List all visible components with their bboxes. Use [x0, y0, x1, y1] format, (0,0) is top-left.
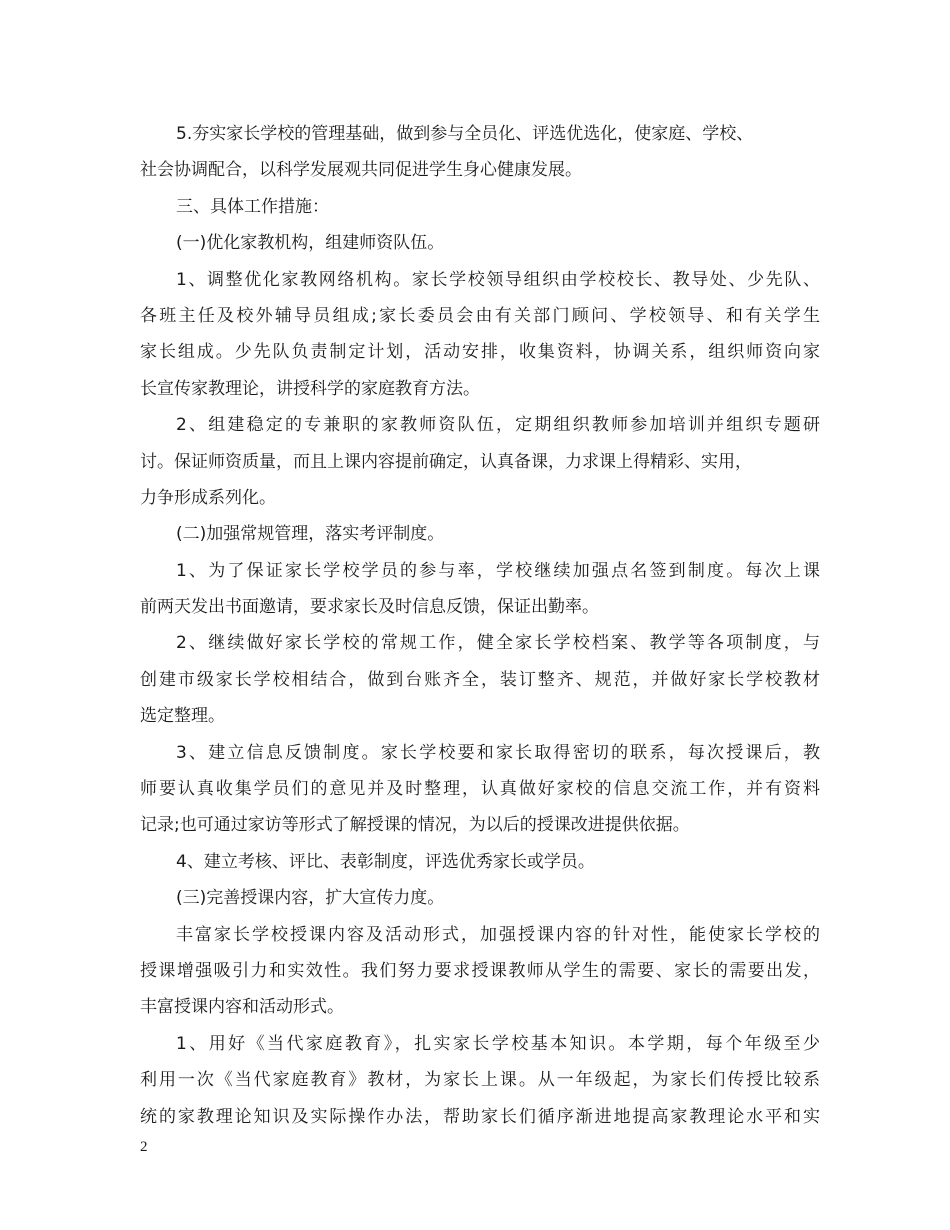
text-line: 选定整理。	[140, 706, 225, 727]
text-line: 5.夯实家长学校的管理基础，做到参与全员化、评选优选化，使家庭、学校、	[176, 124, 754, 144]
text-line: 社会协调配合，以科学发展观共同促进学生身心健康发展。	[140, 160, 582, 181]
text-line: 利用一次《当代家庭教育》教材，为家长上课。从一年级起，为家长们传授比较系	[140, 1070, 820, 1091]
text-line: 2、组建稳定的专兼职的家教师资队伍，定期组织教师参加培训并组织专题研	[176, 415, 820, 436]
text-line: 3、建立信息反馈制度。家长学校要和家长取得密切的联系，每次授课后，教	[176, 742, 820, 763]
text-line: 授课增强吸引力和实效性。我们努力要求授课教师从学生的需要、家长的需要出发，	[140, 960, 820, 981]
text-line: 创建市级家长学校相结合，做到台账齐全，装订整齐、规范，并做好家长学校教材	[140, 669, 820, 690]
text-line: (三)完善授课内容，扩大宣传力度。	[176, 888, 445, 909]
text-line: 讨。保证师资质量，而且上课内容提前确定，认真备课，力求课上得精彩、实用，	[140, 451, 752, 472]
text-line: (一)优化家教机构，组建师资队伍。	[176, 233, 445, 254]
text-line: 力争形成系列化。	[140, 487, 276, 508]
text-line: 记录;也可通过家访等形式了解授课的情况，为以后的授课改进提供依据。	[140, 815, 690, 836]
text-line: 1、用好《当代家庭教育》，扎实家长学校基本知识。本学期，每个年级至少	[176, 1033, 820, 1054]
page-number: 2	[140, 1139, 148, 1155]
text-line: (二)加强常规管理，落实考评制度。	[176, 524, 445, 545]
text-line: 4、建立考核、评比、表彰制度，评选优秀家长或学员。	[176, 851, 595, 872]
text-line: 1、为了保证家长学校学员的参与率，学校继续加强点名签到制度。每次上课	[176, 560, 820, 581]
text-line: 家长组成。少先队负责制定计划，活动安排，收集资料，协调关系，组织师资向家	[140, 342, 820, 363]
text-line: 统的家教理论知识及实际操作办法，帮助家长们循序渐进地提高家教理论水平和实	[140, 1106, 820, 1127]
text-line: 丰富家长学校授课内容及活动形式，加强授课内容的针对性，能使家长学校的	[176, 924, 820, 945]
text-line: 2、继续做好家长学校的常规工作，健全家长学校档案、教学等各项制度，与	[176, 633, 820, 654]
text-line: 师要认真收集学员们的意见并及时整理，认真做好家校的信息交流工作，并有资料	[140, 779, 820, 800]
text-line: 1、调整优化家教网络机构。家长学校领导组织由学校校长、教导处、少先队、	[176, 269, 820, 290]
text-line: 前两天发出书面邀请，要求家长及时信息反馈，保证出勤率。	[140, 597, 599, 618]
text-line: 各班主任及校外辅导员组成;家长委员会由有关部门顾问、学校领导、和有关学生	[140, 305, 820, 326]
text-line: 三、具体工作措施：	[176, 196, 329, 217]
text-line: 丰富授课内容和活动形式。	[140, 997, 344, 1018]
text-line: 长宣传家教理论，讲授科学的家庭教育方法。	[140, 378, 480, 399]
document-body	[140, 116, 820, 1135]
